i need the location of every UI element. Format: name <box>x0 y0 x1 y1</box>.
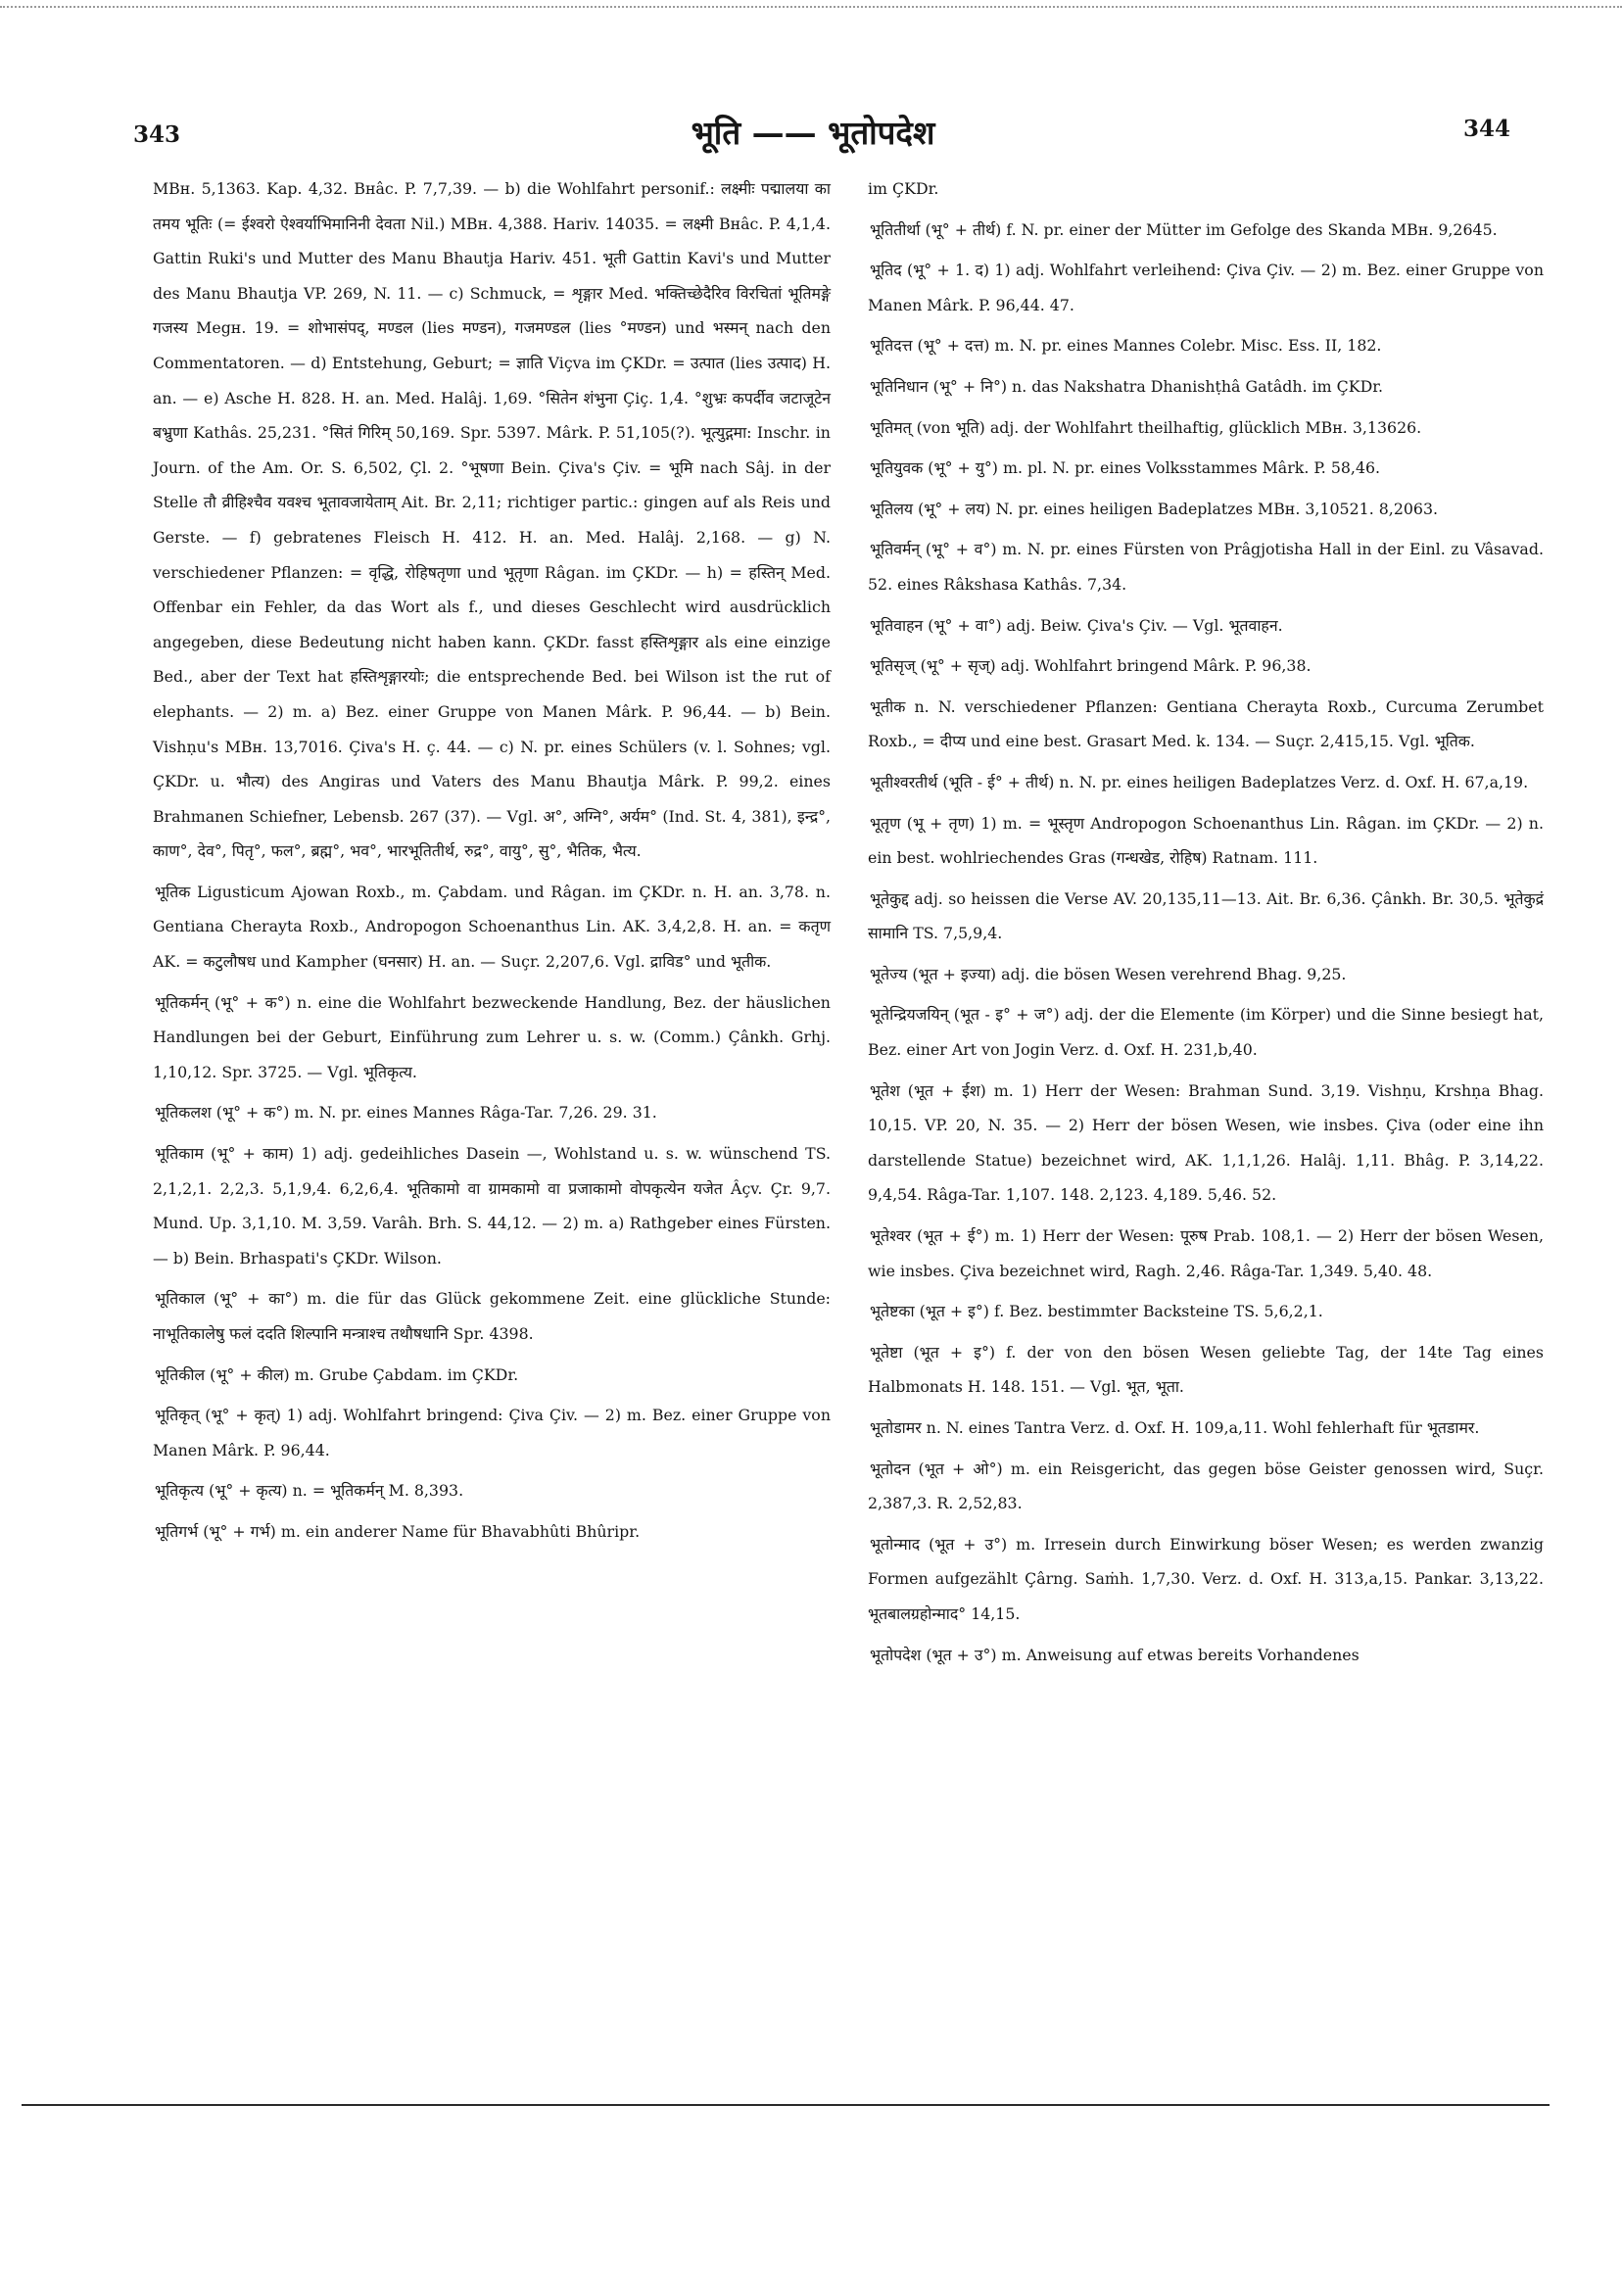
dictionary-entry: भूतोदन (भूत + ओ°) m. ein Reisgericht, das gegen böse Geister genossen wird, Suçr. 2,387,3. R. 2,52,83. <box>868 1459 1544 1513</box>
dictionary-entry: भूतोपदेश (भूत + उ°) m. Anweisung auf etwas bereits Vorhandenes <box>870 1645 1360 1664</box>
dictionary-entry: भूतिकलश (भू° + क°) m. N. pr. eines Mannes Râga-Tar. 7,26. 29. 31. <box>155 1103 657 1123</box>
dictionary-entry: भूतेकुद्द adj. so heissen die Verse AV. 20,135,11—13. Ait. Br. 6,36. Çânkh. Br. 30,5. भूतेकुद्रं सामानि TS. 7,5,9,4. <box>868 888 1544 943</box>
right-column <box>868 171 1544 1678</box>
page-number-right: 344 <box>1463 116 1511 142</box>
dictionary-entry: भूतिकील (भू° + कील) m. Grube Çabdam. im ÇKDr. <box>155 1364 519 1384</box>
dictionary-entry: भूतिवाहन (भू° + वा°) adj. Beiw. Çiva's Çiv. — Vgl. भूतवाहन. <box>870 615 1283 635</box>
dictionary-entry: भूतिकृत्य (भू° + कृत्य) n. = भूतिकर्मन् M. 8,393. <box>155 1481 464 1501</box>
dictionary-entry: भूतेश्वर (भूत + ई°) m. 1) Herr der Wesen: पूरुष Prab. 108,1. — 2) Herr der bösen Wesen, wie insbes. Çiva bezeichnet wird, Ragh. 2,46. Râga-Tar. 1,349. 5,40. 48. <box>868 1226 1544 1280</box>
dictionary-entry: भूतोडामर n. N. eines Tantra Verz. d. Oxf. H. 109,a,11. Wohl fehlerhaft für भूतडामर. <box>870 1418 1480 1437</box>
dictionary-entry: भूतेष्टा (भूत + इ°) f. der von den bösen Wesen geliebte Tag, der 14te Tag eines Halbmonats H. 148. 151. — Vgl. भूत, भूता. <box>868 1342 1544 1397</box>
dictionary-entry-continued: MBн. 5,1363. Kap. 4,32. Bнâc. P. 7,7,39. — b) die Wohlfahrt personif.: लक्ष्मीः पद्मालया का तमय भूतिः (= ईश्वरो ऐश्वर्याभिमानिनी देवता Nil.) MBн. 4,388. Hariv. 14035. = लक्ष्मी Bнâc. P. 4,1,4. Gattin Ruki's und Mutter des Manu Bhautja Hariv. 451. भूती Gattin Kavi's und Mutter des Manu Bhautja VP. 269, N. 11. — c) Schmuck, = शृङ्गार Med. भक्तिच्छेदैरिव विरचितां भूतिमङ्गे गजस्य Megн. 19. = शोभासंपद्, मण्डल (lies मण्डन), गजमण्डल (lies °मण्डन) und भस्मन् nach den Commentatoren. — d) Entstehung, Geburt; = ज्ञाति Viçva im ÇKDr. = उत्पात (lies उत्पाद) H. an. — e) Asche H. 828. H. an. Med. Halâj. 1,69. °सितेन शंभुना Çiç. 1,4. °शुभ्रः कपर्दीव जटाजूटेन बभ्रुणा Kathâs. 25,231. °सितं गिरिम् 50,169. Spr. 5397. Mârk. P. 51,105(?). भूत्युद्गमा: Inschr. in Journ. of the Am. Or. S. 6,502, Çl. 2. °भूषणा Bein. Çiva's Çiv. = भूमि nach Sâj. in der Stelle तौ व्रीहिश्चैव यवश्च भूतावजायेताम् Ait. Br. 2,11; richtiger partic.: gingen auf als Reis und Gerste. — f) gebratenes Fleisch H. 412. H. an. Med. Halâj. 2,168. — g) N. verschiedener Pflanzen: = वृद्धि, रोहिषतृणा und भूतृणा Râgan. im ÇKDr. — h) = हस्तिन् Med. Offenbar ein Fehler, da das Wort als f., und dieses Geschlecht wird ausdrücklich angegeben, diese Bedeutung nicht haben kann. ÇKDr. fasst हस्तिशृङ्गार als eine einzige Bed., aber der Text hat हस्तिशृङ्गारयोः; die entsprechende Bed. bei Wilson ist the rut of elephants. — 2) m. a) Bez. einer Gruppe von Manen Mârk. P. 96,44. — b) Bein. Vishṇu's MBн. 13,7016. Çiva's H. ç. 44. — c) N. pr. eines Schülers (v. l. Sohnes; vgl. ÇKDr. u. भौत्य) des Angiras und Vaters des Manu Bhautja Mârk. P. 99,2. eines Brahmanen Schiefner, Lebensb. 267 (37). — Vgl. अ°, अग्नि°, अर्यम° (Ind. St. 4, 381), इन्द्र°, काण°, देव°, पितृ°, फल°, ब्रह्म°, भव°, भारभूतितीर्थ, रुद्र°, वायु°, सु°, भैतिक, भैत्य. <box>153 179 831 861</box>
dictionary-entry: भूतेन्द्रियजयिन् (भूत - इ° + ज°) adj. der die Elemente (im Körper) und die Sinne besiegt hat, Bez. einer Art von Jogin Verz. d. Oxf. H. 231,b,40. <box>868 1005 1544 1060</box>
dictionary-entry: भूतिकाम (भू° + काम) 1) adj. gedeihliches Dasein —, Wohlstand u. s. w. wünschend TS. 2,1,2,1. 2,2,3. 5,1,9,4. 6,2,6,4. भूतिकामो वा ग्रामकामो वा प्रजाकामो वोपकृत्येन यजेत Âçv. Çr. 9,7. Mund. Up. 3,1,10. M. 3,59. Varâh. Brh. S. 44,12. — 2) m. a) Rathgeber eines Fürsten. — b) Bein. Brhaspati's ÇKDr. Wilson. <box>153 1144 831 1268</box>
running-head: भूति —— भूतोपदेश <box>691 114 935 152</box>
dictionary-entry: भूतिनिधान (भू° + नि°) n. das Nakshatra Dhanishṭhâ Gatâdh. im ÇKDr. <box>870 376 1384 396</box>
dictionary-entry: भूतिदत्त (भू° + दत्त) m. N. pr. eines Mannes Colebr. Misc. Ess. II, 182. <box>870 336 1382 356</box>
dictionary-entry: भूतेज्य (भूत + इज्या) adj. die bösen Wesen verehrend Bhag. 9,25. <box>870 964 1347 983</box>
dictionary-entry: भूतेष्टका (भूत + इ°) f. Bez. bestimmter Backsteine TS. 5,6,2,1. <box>870 1302 1323 1321</box>
page-bottom-rule <box>22 2104 1550 2106</box>
left-column <box>153 171 831 1555</box>
dictionary-entry: भूतिकाल (भू° + का°) m. die für das Glück gekommene Zeit. eine glückliche Stunde: नाभूतिकालेषु फलं ददति शिल्पानि मन्त्राश्च तथौषधानि Spr. 4398. <box>153 1289 831 1343</box>
dictionary-entry: भूतीक n. N. verschiedener Pflanzen: Gentiana Cherayta Roxb., Curcuma Zerumbet Roxb., = दीप्य und eine best. Grasart Med. k. 134. — Suçr. 2,415,15. Vgl. भूतिक. <box>868 696 1544 751</box>
dictionary-entry-continued: im ÇKDr. <box>868 179 939 198</box>
dictionary-entry: भूतिवर्मन् (भू° + व°) m. N. pr. eines Fürsten von Prâgjotisha Hall in der Einl. zu Vâsavad. 52. eines Râkshasa Kathâs. 7,34. <box>868 540 1544 594</box>
dictionary-entry: भूतिकर्मन् (भू° + क°) n. eine die Wohlfahrt bezweckende Handlung, Bez. der häuslichen Handlungen bei der Geburt, Einführung zum Lehrer u. s. w. (Comm.) Çânkh. Grhj. 1,10,12. Spr. 3725. — Vgl. भूतिकृत्य. <box>153 992 831 1081</box>
dictionary-entry: भूतिसृज् (भू° + सृज्) adj. Wohlfahrt bringend Mârk. P. 96,38. <box>870 656 1312 676</box>
dictionary-entry: भूतितीर्था (भू° + तीर्थ) f. N. pr. einer der Mütter im Gefolge des Skanda MBн. 9,2645. <box>870 219 1498 239</box>
dictionary-entry: भूतिमत् (von भूति) adj. der Wohlfahrt theilhaftig, glücklich MBн. 3,13626. <box>870 417 1422 437</box>
dictionary-entry: भूतिद (भू° + 1. द) 1) adj. Wohlfahrt verleihend: Çiva Çiv. — 2) m. Bez. einer Gruppe von Manen Mârk. P. 96,44. 47. <box>868 261 1544 314</box>
dictionary-entry: भूतिलय (भू° + लय) N. pr. eines heiligen Badeplatzes MBн. 3,10521. 8,2063. <box>870 499 1439 518</box>
dictionary-entry: भूतिगर्भ (भू° + गर्भ) m. ein anderer Name für Bhavabhûti Bhûripr. <box>155 1521 641 1541</box>
dictionary-entry: भूतियुवक (भू° + यु°) m. pl. N. pr. eines Volksstammes Mârk. P. 58,46. <box>870 458 1381 478</box>
dictionary-entry: भूतेश (भूत + ईश) m. 1) Herr der Wesen: Brahman Sund. 3,19. Vishṇu, Krshṇa Bhag. 10,15. VP. 20, N. 35. — 2) Herr der bösen Wesen, wie insbes. Çiva (oder eine ihn darstellende Statue) bezeichnet wird, AK. 1,1,1,26. Halâj. 1,11. Bhâg. P. 3,14,22. 9,4,54. Râga-Tar. 1,107. 148. 2,123. 4,189. 5,46. 52. <box>868 1080 1544 1205</box>
scan-top-border <box>0 6 1622 8</box>
dictionary-entry: भूतीश्वरतीर्थ (भूति - ई° + तीर्थ) n. N. pr. eines heiligen Badeplatzes Verz. d. Oxf. H. 67,a,19. <box>870 772 1529 791</box>
dictionary-entry: भूतिकृत् (भू° + कृत्) 1) adj. Wohlfahrt bringend: Çiva Çiv. — 2) m. Bez. einer Gruppe von Manen Mârk. P. 96,44. <box>153 1406 831 1459</box>
page-number-left: 343 <box>133 121 181 148</box>
dictionary-entry: भूतिक Ligusticum Ajowan Roxb., m. Çabdam. und Râgan. im ÇKDr. n. H. an. 3,78. n. Gentiana Cherayta Roxb., Andropogon Schoenanthus Lin. AK. 3,4,2,8. H. an. = कतृण AK. = कटुलौषध und Kampher (घनसार) H. an. — Suçr. 2,207,6. Vgl. द्राविड° und भूतीक. <box>153 882 831 972</box>
dictionary-entry: भूतृण (भू + तृण) 1) m. = भूस्तृण Andropogon Schoenanthus Lin. Râgan. im ÇKDr. — 2) n. ein best. wohlriechendes Gras (गन्धखेड, रोहिष) Ratnam. 111. <box>868 813 1544 868</box>
dictionary-entry: भूतोन्माद (भूत + उ°) m. Irresein durch Einwirkung böser Wesen; es werden zwanzig Formen aufgezählt Çârng. Saṁh. 1,7,30. Verz. d. Oxf. H. 313,a,15. Pankar. 3,13,22. भूतबालग्रहोन्माद° 14,15. <box>868 1534 1544 1623</box>
